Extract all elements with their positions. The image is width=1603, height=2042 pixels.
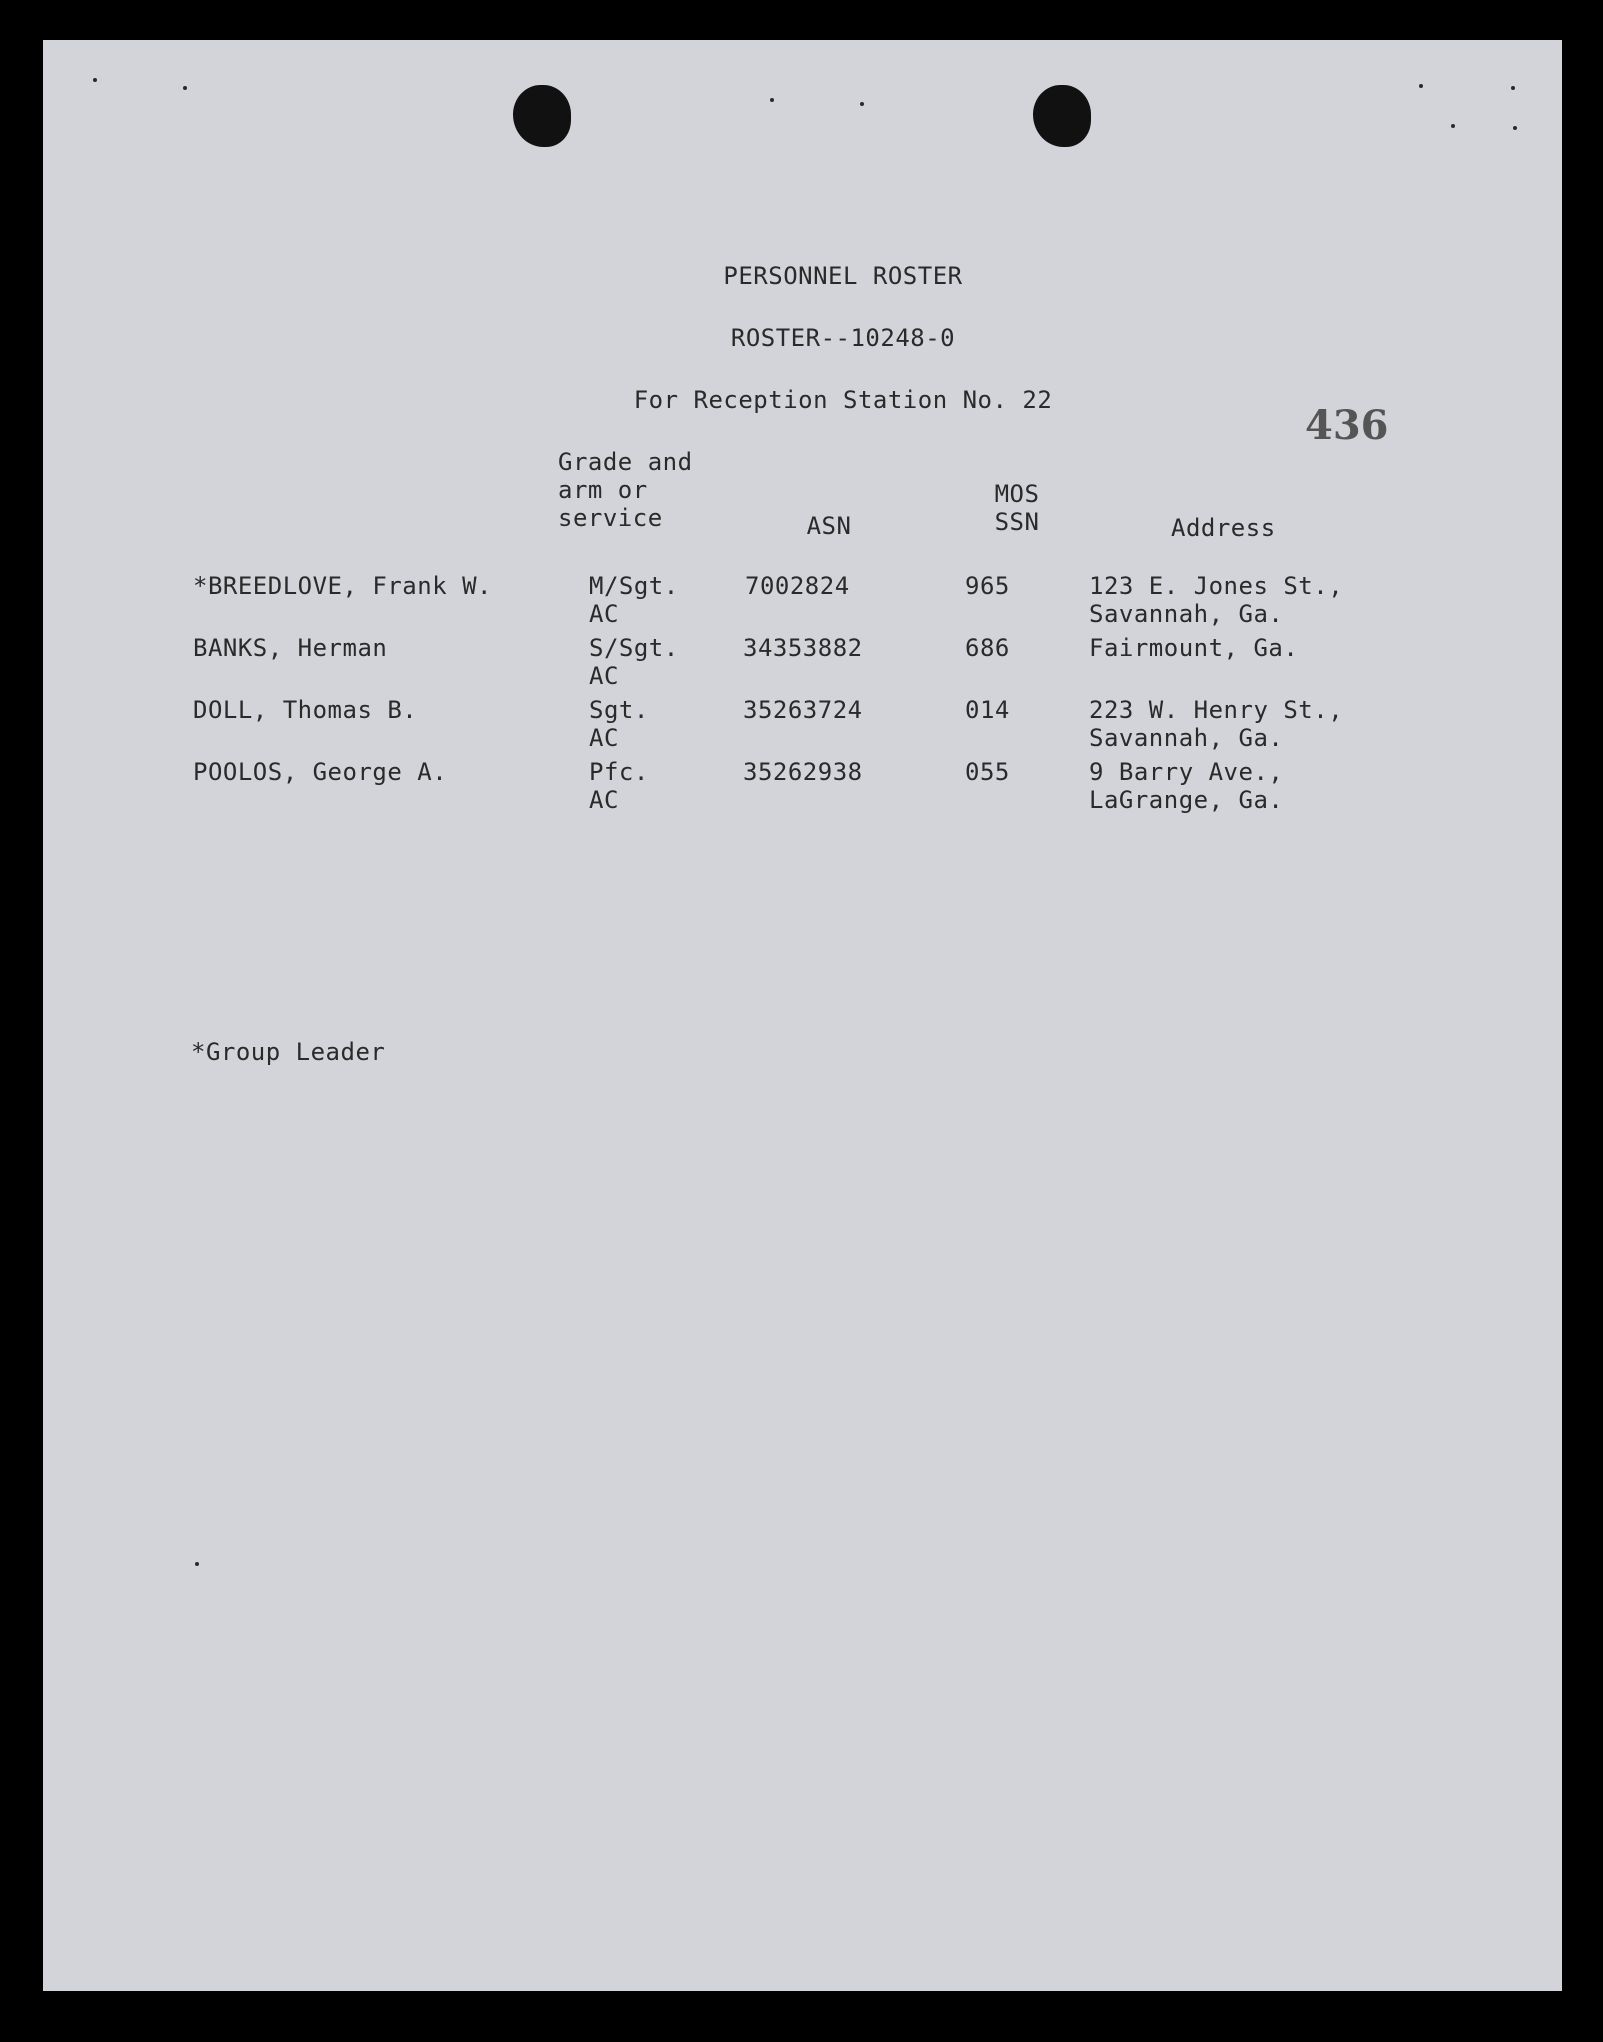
grade-cell: Pfc. AC <box>589 758 649 814</box>
document-page <box>43 40 1562 1991</box>
mos-cell: 965 <box>965 572 1010 600</box>
name-cell: POOLOS, George A. <box>193 758 448 786</box>
table-row <box>43 758 1562 820</box>
grade-cell: S/Sgt. AC <box>589 634 679 690</box>
station-line: For Reception Station No. 22 <box>633 386 1053 414</box>
punch-hole-right <box>1033 85 1091 147</box>
punch-hole-left <box>513 85 571 147</box>
name-cell: BANKS, Herman <box>193 634 388 662</box>
asn-cell: 35262938 <box>743 758 863 786</box>
speck <box>1511 86 1515 90</box>
table-row <box>43 634 1562 696</box>
address-cell: 123 E. Jones St., Savannah, Ga. <box>1089 572 1344 628</box>
name-cell: *BREEDLOVE, Frank W. <box>193 572 492 600</box>
table-row <box>43 696 1562 758</box>
speck <box>770 98 774 102</box>
asn-cell: 35263724 <box>743 696 863 724</box>
footnote: *Group Leader <box>191 1038 386 1066</box>
speck <box>1451 124 1455 128</box>
asn-cell: 7002824 <box>745 572 850 600</box>
roster-number: ROSTER--10248-0 <box>730 324 956 352</box>
column-header-mos: MOS SSN <box>994 480 1040 536</box>
speck <box>195 1562 199 1566</box>
address-cell: 223 W. Henry St., Savannah, Ga. <box>1089 696 1344 752</box>
address-cell: Fairmount, Ga. <box>1089 634 1299 662</box>
asn-cell: 34353882 <box>743 634 863 662</box>
page-number-stamp: 436 <box>1305 402 1389 449</box>
document-title: PERSONNEL ROSTER <box>723 262 963 290</box>
grade-cell: Sgt. AC <box>589 696 649 752</box>
column-header-address: Address <box>1171 514 1276 542</box>
table-row <box>43 572 1562 634</box>
column-header-asn: ASN <box>806 512 852 540</box>
grade-cell: M/Sgt. AC <box>589 572 679 628</box>
speck <box>183 86 187 90</box>
speck <box>1513 126 1517 130</box>
speck <box>93 78 97 82</box>
name-cell: DOLL, Thomas B. <box>193 696 418 724</box>
column-header-grade: Grade and arm or service <box>558 448 693 532</box>
address-cell: 9 Barry Ave., LaGrange, Ga. <box>1089 758 1284 814</box>
mos-cell: 014 <box>965 696 1010 724</box>
speck <box>860 102 864 106</box>
speck <box>1419 84 1423 88</box>
mos-cell: 686 <box>965 634 1010 662</box>
mos-cell: 055 <box>965 758 1010 786</box>
